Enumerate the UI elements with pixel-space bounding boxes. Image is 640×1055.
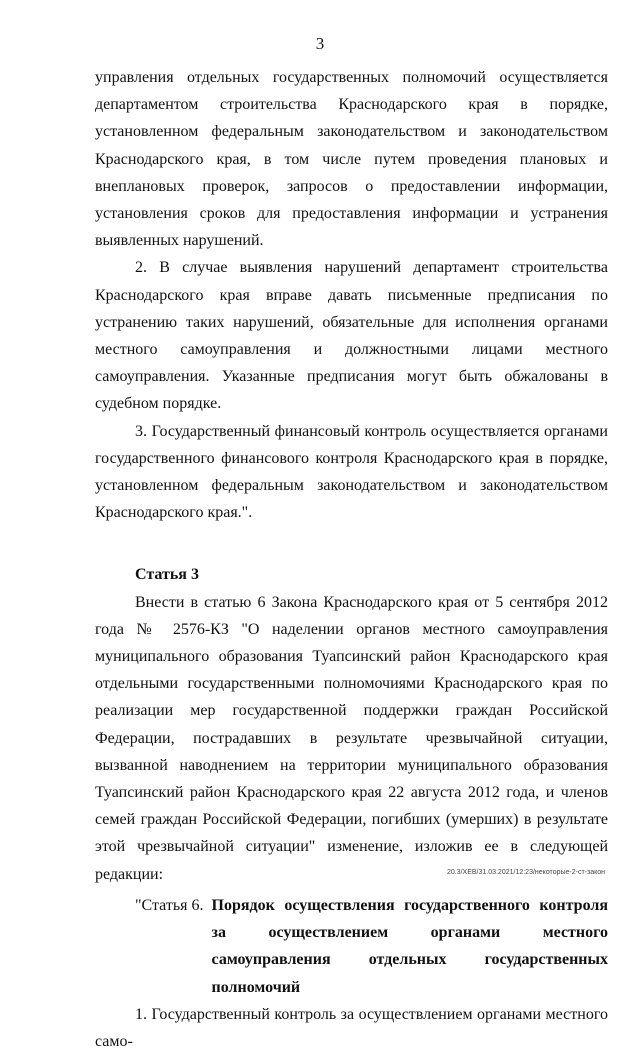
article-6-heading	[95, 892, 608, 1001]
document-body	[95, 64, 608, 1055]
article-6-label: "Статья 6.	[135, 896, 204, 914]
document-footer-stamp: 20.3/ХЕВ/31.03.2021/12:23/некоторые-2-ст-закон	[446, 869, 605, 876]
article-3-paragraph: Внести в статью 6 Закона Краснодарского края от 5 сентября 2012 года № 2576-КЗ "О наделении органов местного самоуправления муниципального образования Туапсинский район Краснодарского края отдельными государственными полномочиями Краснодарского края по реализации мер государственной поддержки граждан Российской Федерации, пострадавших в результате чрезвычайной ситуации, вызванной наводнением на территории муниципального образования Туапсинский район Краснодарского края 22 августа 2012 года, и членов семей граждан Российской Федерации, погибших (умерших) в результате этой чрезвычайной ситуации" изменение, изложив ее в следующей редакции:	[95, 593, 608, 883]
article-6-paragraph-1: 1. Государственный контроль за осуществлением органами местного само-	[95, 1005, 608, 1050]
page-number: 3	[315, 34, 325, 53]
paragraph-item-2: 2. В случае выявления нарушений департамент строительства Краснодарского края вправе давать письменные предписания по устранению таких нарушений, обязательные для исполнения органами местного самоуправления и должностными лицами местного самоуправления. Указанные предписания могут быть обжалованы в судебном порядке.	[95, 259, 608, 413]
article-6-title: Порядок осуществления государственного контроля за осуществлением органами местного самоуправления отдельных государственных полномочий	[211, 896, 608, 996]
article-3-heading: Статья 3	[135, 566, 199, 584]
paragraph-continuation: управления отдельных государственных полномочий осуществляется департаментом строительства Краснодарского края в порядке, установленном федеральным законодательством и законодательством Краснодарского края, в том числе путем проведения плановых и внеплановых проверок, запросов о предоставлении информации, установления сроков для предоставления информации и устранения выявленных нарушений.	[95, 69, 608, 250]
paragraph-item-3: 3. Государственный финансовый контроль осуществляется органами государственного финансового контроля Краснодарского края в порядке, установленном федеральным законодательством и законодательством Краснодарского края.".	[95, 422, 608, 522]
